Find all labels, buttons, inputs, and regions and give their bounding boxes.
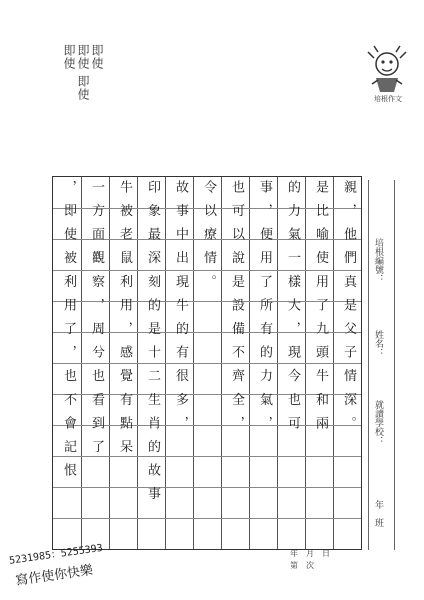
date-label: 年 月 日 bbox=[290, 549, 330, 558]
school-label: 就讀學校： bbox=[373, 400, 383, 445]
essay-column: 的力氣一樣大，現今也可 bbox=[285, 180, 300, 440]
essay-column: 也可以說是設備不齊全， bbox=[229, 180, 244, 440]
essay-column: 印象最深刻的是十二生肖的故事 bbox=[145, 180, 160, 511]
grid-row-line bbox=[53, 518, 361, 519]
teacher-comment-line-3: 即使 bbox=[62, 44, 76, 70]
side-panel-divider bbox=[368, 180, 369, 550]
grade-label: 年 班 bbox=[373, 500, 383, 527]
essay-column: 故事中出現牛的有很多， bbox=[173, 180, 188, 440]
teacher-comment bbox=[62, 44, 104, 101]
essay-column: 親，他們真是父子情深。 bbox=[341, 180, 356, 440]
grid-row-line bbox=[53, 487, 361, 488]
essay-column: 事，便用了所有的力氣， bbox=[257, 180, 272, 440]
essay-column: 令以療情。 bbox=[201, 180, 216, 298]
footer-id-number: 5231985：5255393 bbox=[8, 542, 104, 567]
essay-column: ，即使被利用了，也不會記恨 bbox=[61, 180, 76, 487]
teacher-comment-line-1: 即使 bbox=[90, 44, 104, 70]
essay-column: 是比喻使用了九頭牛和兩 bbox=[313, 180, 328, 440]
footer-slogan: 寫作使你快樂 bbox=[14, 563, 94, 589]
side-panel-divider bbox=[394, 180, 395, 550]
attempt-label: 第 次 bbox=[290, 561, 314, 570]
essay-column: 一方面觀察，周兮也看到了 bbox=[89, 180, 104, 464]
teacher-comment-line-2: 即使 即使 bbox=[76, 44, 90, 101]
essay-column: 牛被老鼠利用，感覺有點呆 bbox=[117, 180, 132, 464]
mascot-logo-icon bbox=[364, 44, 410, 98]
logo-label: 培根作文 bbox=[374, 95, 402, 103]
name-label: 姓名： bbox=[373, 330, 383, 357]
student-id-label: 培根編號： bbox=[373, 238, 383, 283]
